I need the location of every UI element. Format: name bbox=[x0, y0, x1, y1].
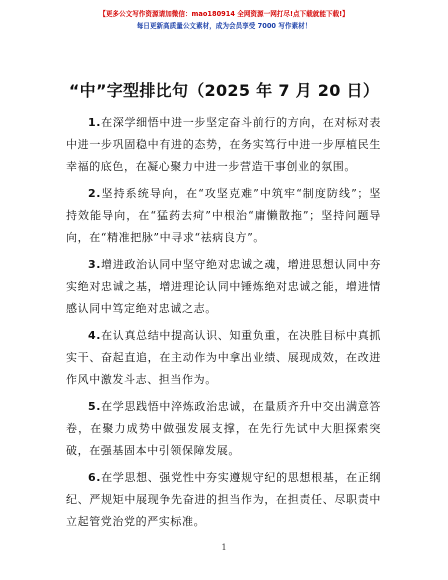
banner-membership-line: 每日更新高质量公文素材，成为会员享受 7000 写作素材！ bbox=[136, 22, 312, 30]
paragraph-number: 1. bbox=[88, 116, 102, 129]
paragraph-number: 3. bbox=[88, 258, 102, 271]
document-title: “中”字型排比句（2025 年 7 月 20 日） bbox=[68, 81, 380, 100]
paragraph-text: 在认真总结中提高认识、知重负重，在决胜目标中真抓实干、奋起直追，在主动作为中拿出业绩、展现成效，在改进作风中激发斗志、担当作为。 bbox=[66, 329, 381, 386]
paragraph-2 bbox=[66, 183, 381, 249]
paragraph-text: 在深学细悟中进一步坚定奋斗前行的方向，在对标对表中进一步巩固稳中有进的态势，在务实笃行中进一步厚植民生幸福的底色，在凝心聚力中进一步营造干事创业的氛围。 bbox=[66, 116, 381, 173]
paragraph-text: 增进政治认同中坚守绝对忠诚之魂，增进思想认同中夯实绝对忠诚之基，增进理论认同中锤炼绝对忠诚之能，增进情感认同中笃定绝对忠诚之志。 bbox=[66, 258, 381, 315]
paragraph-5 bbox=[66, 396, 381, 462]
paragraph-text: 坚持系统导向，在“攻坚克难”中筑牢“制度防线”；坚持效能导向，在“猛药去疴”中根治“庸懒散拖”；坚持问题导向，在“精准把脉”中寻求“祛病良方”。 bbox=[66, 187, 381, 244]
paragraph-number: 4. bbox=[88, 329, 102, 342]
paragraph-4 bbox=[66, 325, 381, 391]
banner-promo-line: 【更多公文写作资源请加微信：mao180914 全网资源一网打尽!点下载就能下载!】 bbox=[99, 10, 349, 18]
paragraph-text: 在学思践悟中淬炼政治忠诚，在量质齐升中交出满意答卷，在聚力成势中做强发展支撑，在先行先试中大胆探索突破，在强基固本中引领保障发展。 bbox=[66, 400, 381, 457]
paragraph-3 bbox=[66, 254, 381, 320]
paragraph-text: 在学思想、强党性中夯实遵规守纪的思想根基，在正纲纪、严规矩中展现争先奋进的担当作为，在担责任、尽职责中立起管党治党的严实标准。 bbox=[66, 471, 381, 528]
document-body bbox=[66, 112, 381, 538]
paragraph-number: 6. bbox=[88, 471, 102, 484]
page-number: 1 bbox=[221, 543, 227, 552]
paragraph-6 bbox=[66, 467, 381, 533]
paragraph-1 bbox=[66, 112, 381, 178]
header-banner bbox=[0, 8, 448, 32]
paragraph-number: 2. bbox=[88, 187, 102, 200]
paragraph-number: 5. bbox=[88, 400, 102, 413]
